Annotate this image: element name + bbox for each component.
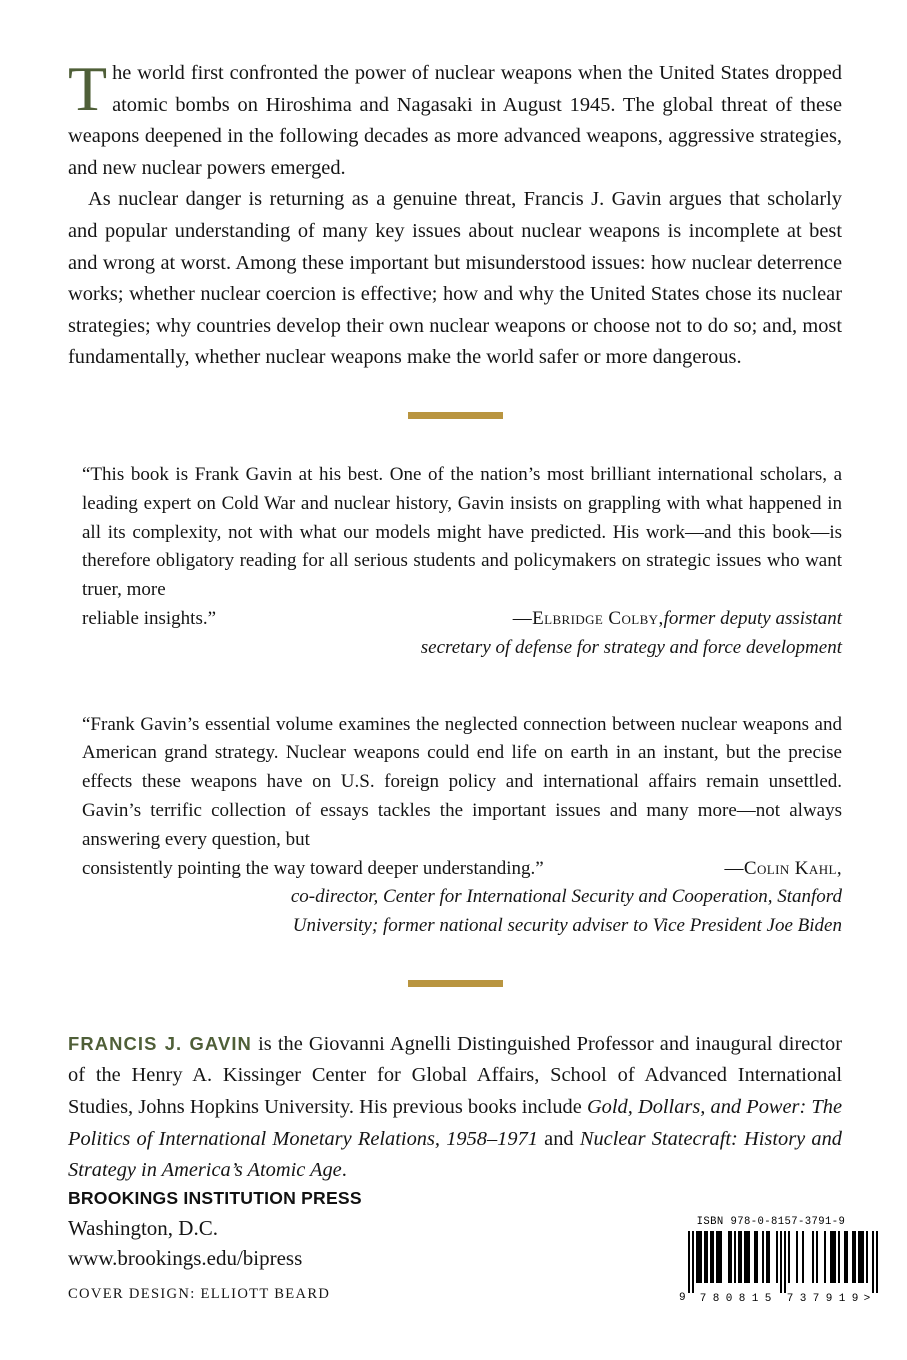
author-book-title-2: Nuclear Statecraft: History and Strategy in America’s Atomic Age — [68, 1127, 842, 1182]
blurb-2-attribution-role-2: University; former national security adviser to Vice President Joe Biden — [292, 915, 842, 937]
isbn-barcode — [679, 1216, 871, 1305]
author-bio-text-1: is the Giovanni Agnelli Distinguished Professor and inaugural director of the Henry A. Kissinger Center for Global Affairs, School of Advanced International Studies, Johns Hopkins University. His previous books include — [68, 1032, 842, 1119]
author-book-title-1: Gold, Dollars, and Power: The Politics of International Monetary Relations, 1958–1971 — [68, 1096, 842, 1150]
description-paragraph-1-text: he world first confronted the power of nuclear weapons when the United States dropped atomic bombs on Hiroshima and Nagasaki in August 1945. The global threat of these weapons deepened in the following decades as more advanced weapons, aggressive strategies, and new nuclear powers emerged. — [68, 62, 842, 179]
description-block — [68, 53, 842, 374]
blurb-1-attribution-role-1: former deputy assistant — [663, 607, 842, 629]
blurb-2-attribution-name: —Colin Kahl, — [724, 857, 842, 879]
gold-rule-icon — [408, 980, 503, 987]
barcode-digit-group-2: 7 3 7 9 1 9 — [786, 1293, 859, 1305]
barcode-quiet-zone-marker: > — [863, 1293, 871, 1305]
publisher-city: Washington, D.C. — [68, 1216, 218, 1240]
publisher-name: BROOKINGS INSTITUTION PRESS — [68, 1188, 362, 1208]
description-paragraph-1 — [68, 53, 842, 184]
cover-content — [68, 53, 842, 1187]
gold-divider-bottom — [68, 974, 842, 992]
blurb-1-quote-tail: reliable insights.” — [82, 607, 217, 629]
author-bio-text-2: and — [537, 1127, 580, 1150]
blurb-1-attribution-name: —Elbridge Colby, — [512, 607, 664, 629]
author-name: FRANCIS J. GAVIN — [68, 1032, 252, 1054]
drop-cap-letter: T — [68, 53, 108, 124]
blurb-1 — [82, 461, 842, 663]
author-bio — [68, 1028, 842, 1187]
blurb-1-last-line — [82, 605, 842, 634]
blurb-2 — [82, 711, 842, 941]
gold-rule-icon — [408, 412, 503, 419]
barcode-lead-digit: 9 — [679, 1292, 686, 1304]
blurb-1-attribution-inline — [513, 605, 842, 634]
author-bio-text-3: . — [341, 1159, 347, 1182]
blurb-1-attribution-role-2: secretary of defense for strategy and force development — [420, 636, 842, 658]
blurb-2-last-line — [82, 855, 842, 884]
publisher-block — [68, 1188, 568, 1273]
publisher-website[interactable]: www.brookings.edu/bipress — [68, 1246, 303, 1270]
barcode-bars-area — [688, 1231, 878, 1305]
barcode-bars-row — [679, 1231, 871, 1305]
barcode-digit-group-1: 7 8 0 8 1 5 — [699, 1293, 772, 1305]
blurb-1-quote: “This book is Frank Gavin at his best. One of the nation’s most brilliant international scholars, a leading expert on Cold War and nuclear history, Gavin insists on grappling with what happened in all its complexity, not with what our models might have predicted. His work—and this book—is therefore obligatory reading for all serious students and policymakers on strategic issues who want truer, more — [82, 463, 842, 601]
description-paragraph-2: As nuclear danger is returning as a genuine threat, Francis J. Gavin argues that scholarly and popular understanding of many key issues about nuclear weapons is incomplete at best and wrong at worst. Among these important but misunderstood issues: how nuclear deterrence works; whether nuclear coercion is effective; how and why the United States chose its nuclear strategies; why countries develop their own nuclear weapons or choose not to do so; and, most fundamentally, whether nuclear weapons make the world safer or more dangerous. — [68, 188, 842, 369]
blurb-2-attribution-role-1: co-director, Center for International Security and Cooperation, Stanford — [290, 886, 842, 908]
blurb-2-quote: “Frank Gavin’s essential volume examines the neglected connection between nuclear weapons and American grand strategy. Nuclear weapons could end life on earth in an instant, but the precise effects these weapons have on U.S. foreign policy and international affairs remain unsettled. Gavin’s terrific collection of essays tackles the important issues and many more—not always answering every question, but — [82, 713, 842, 850]
barcode-bars — [688, 1231, 878, 1293]
blurb-2-quote-tail: consistently pointing the way toward deeper understanding.” — [82, 857, 544, 879]
gold-divider-top — [68, 406, 842, 424]
barcode-digits — [688, 1294, 878, 1305]
isbn-number-label: ISBN 978-0-8157-3791-9 — [696, 1216, 846, 1228]
cover-design-credit: COVER DESIGN: ELLIOTT BEARD — [68, 1286, 331, 1302]
